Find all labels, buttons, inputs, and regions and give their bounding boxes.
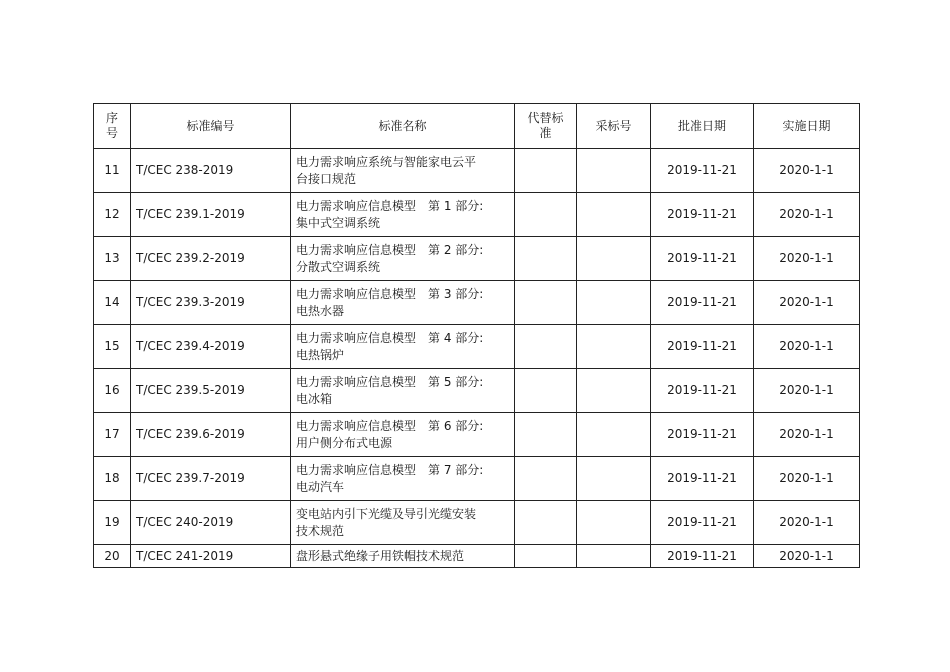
cell-name (291, 281, 515, 325)
cell-implement-date: 2020-1-1 (754, 149, 860, 193)
cell-replace (515, 369, 577, 413)
name-line-2: 集中式空调系统 (296, 215, 381, 230)
table-row (94, 545, 860, 568)
table-header-row (94, 104, 860, 149)
cell-adopt (577, 149, 651, 193)
cell-no: 15 (94, 325, 131, 369)
name-line-1: 电力需求响应信息模型 第 6 部分: (296, 418, 484, 433)
table-row (94, 457, 860, 501)
cell-replace (515, 545, 577, 568)
name-line-2: 用户侧分布式电源 (296, 435, 393, 450)
cell-adopt (577, 281, 651, 325)
cell-code: T/CEC 239.1-2019 (131, 193, 291, 237)
cell-implement-date: 2020-1-1 (754, 237, 860, 281)
cell-code: T/CEC 239.7-2019 (131, 457, 291, 501)
name-line-1: 电力需求响应系统与智能家电云平 (296, 154, 477, 169)
cell-no: 16 (94, 369, 131, 413)
cell-implement-date: 2020-1-1 (754, 369, 860, 413)
header-approve-date: 批准日期 (651, 104, 754, 149)
cell-adopt (577, 325, 651, 369)
name-line-2: 电动汽车 (296, 479, 345, 494)
name-line-2: 电热锅炉 (296, 347, 345, 362)
cell-name (291, 413, 515, 457)
name-line-2: 台接口规范 (296, 171, 357, 186)
cell-adopt (577, 193, 651, 237)
cell-adopt (577, 369, 651, 413)
cell-approve-date: 2019-11-21 (651, 457, 754, 501)
cell-name (291, 237, 515, 281)
cell-no: 13 (94, 237, 131, 281)
cell-approve-date: 2019-11-21 (651, 281, 754, 325)
cell-code: T/CEC 241-2019 (131, 545, 291, 568)
cell-no: 17 (94, 413, 131, 457)
table-row (94, 369, 860, 413)
cell-implement-date: 2020-1-1 (754, 457, 860, 501)
cell-replace (515, 281, 577, 325)
cell-code: T/CEC 239.6-2019 (131, 413, 291, 457)
cell-replace (515, 325, 577, 369)
cell-name (291, 501, 515, 545)
cell-implement-date: 2020-1-1 (754, 325, 860, 369)
cell-code: T/CEC 239.5-2019 (131, 369, 291, 413)
cell-code: T/CEC 239.3-2019 (131, 281, 291, 325)
name-line-1: 盘形悬式绝缘子用铁帽技术规范 (296, 548, 465, 563)
header-name: 标准名称 (291, 104, 515, 149)
cell-name (291, 325, 515, 369)
cell-implement-date: 2020-1-1 (754, 193, 860, 237)
name-line-2: 技术规范 (296, 523, 345, 538)
table-row (94, 281, 860, 325)
name-line-1: 电力需求响应信息模型 第 5 部分: (296, 374, 484, 389)
cell-implement-date: 2020-1-1 (754, 501, 860, 545)
cell-approve-date: 2019-11-21 (651, 193, 754, 237)
cell-replace (515, 237, 577, 281)
cell-code: T/CEC 238-2019 (131, 149, 291, 193)
table-row (94, 149, 860, 193)
cell-no: 18 (94, 457, 131, 501)
cell-approve-date: 2019-11-21 (651, 413, 754, 457)
cell-approve-date: 2019-11-21 (651, 237, 754, 281)
cell-replace (515, 413, 577, 457)
table-row (94, 413, 860, 457)
cell-name (291, 369, 515, 413)
cell-adopt (577, 501, 651, 545)
cell-code: T/CEC 240-2019 (131, 501, 291, 545)
cell-name (291, 457, 515, 501)
cell-approve-date: 2019-11-21 (651, 501, 754, 545)
cell-approve-date: 2019-11-21 (651, 325, 754, 369)
cell-adopt (577, 413, 651, 457)
cell-implement-date: 2020-1-1 (754, 413, 860, 457)
cell-replace (515, 193, 577, 237)
cell-code: T/CEC 239.4-2019 (131, 325, 291, 369)
cell-replace (515, 501, 577, 545)
table-row (94, 237, 860, 281)
cell-implement-date: 2020-1-1 (754, 545, 860, 568)
name-line-1: 电力需求响应信息模型 第 1 部分: (296, 198, 484, 213)
cell-approve-date: 2019-11-21 (651, 149, 754, 193)
standards-table (93, 103, 860, 568)
table-row (94, 325, 860, 369)
name-line-2: 电热水器 (296, 303, 345, 318)
table-row (94, 501, 860, 545)
cell-name (291, 193, 515, 237)
cell-name (291, 149, 515, 193)
table-row (94, 193, 860, 237)
cell-approve-date: 2019-11-21 (651, 545, 754, 568)
cell-no: 19 (94, 501, 131, 545)
name-line-1: 电力需求响应信息模型 第 2 部分: (296, 242, 484, 257)
name-line-1: 电力需求响应信息模型 第 3 部分: (296, 286, 484, 301)
name-line-1: 变电站内引下光缆及导引光缆安装 (296, 506, 477, 521)
cell-adopt (577, 237, 651, 281)
cell-name (291, 545, 515, 568)
cell-no: 14 (94, 281, 131, 325)
cell-no: 12 (94, 193, 131, 237)
cell-implement-date: 2020-1-1 (754, 281, 860, 325)
cell-adopt (577, 545, 651, 568)
header-replace: 代替标准 (515, 104, 577, 149)
cell-approve-date: 2019-11-21 (651, 369, 754, 413)
name-line-1: 电力需求响应信息模型 第 4 部分: (296, 330, 484, 345)
header-code: 标准编号 (131, 104, 291, 149)
cell-adopt (577, 457, 651, 501)
header-no: 序号 (94, 104, 131, 149)
cell-replace (515, 457, 577, 501)
cell-no: 20 (94, 545, 131, 568)
cell-replace (515, 149, 577, 193)
name-line-2: 电冰箱 (296, 391, 333, 406)
name-line-1: 电力需求响应信息模型 第 7 部分: (296, 462, 484, 477)
cell-no: 11 (94, 149, 131, 193)
header-implement-date: 实施日期 (754, 104, 860, 149)
name-line-2: 分散式空调系统 (296, 259, 381, 274)
header-adopt: 采标号 (577, 104, 651, 149)
cell-code: T/CEC 239.2-2019 (131, 237, 291, 281)
